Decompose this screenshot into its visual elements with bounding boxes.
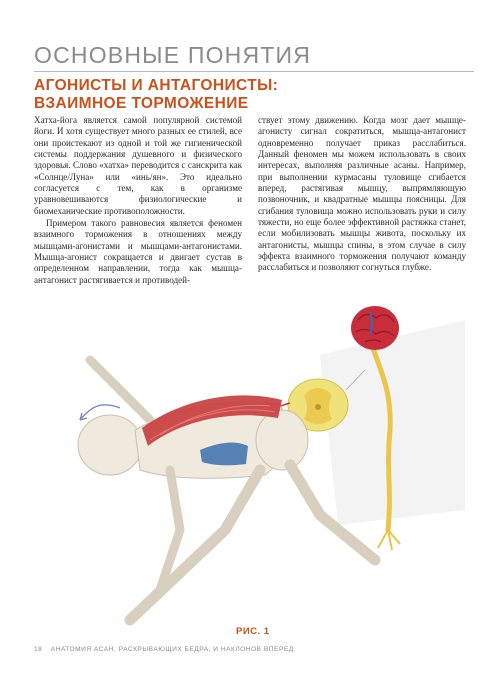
heading-divider — [34, 71, 474, 72]
page-number: 18 — [34, 646, 43, 653]
anatomy-illustration — [20, 300, 480, 645]
page-footer — [34, 646, 474, 653]
article-subtitle — [34, 77, 474, 113]
section-title: ОСНОВНЫЕ ПОНЯТИЯ — [34, 42, 312, 68]
left-text-column — [34, 115, 242, 286]
paragraph: Хатха-йога является самой популярной системой йоги. И хотя существует много разных ее стилей, все они проистекают из одной и той же гигиенической системы поддержания душевного и физического здоровья. Слово «хатха» переводится с санскрита как «Солнце/Луна» или «инь/ян». Это идеально согласуется с тем, как в организме уравновешиваются физиологические и биомеханические противоположности. — [34, 115, 242, 216]
paragraph: ствует этому движению. Когда мозг дает мышце-агонисту сигнал сократиться, мышца-антагонист одновременно получает приказ расслабиться. Данный феномен мы можем использовать в своих интересах, выполняя различные асаны. Например, при выполнении курмасаны туловище сгибается вперед, растягивая мышцу, выпрямляющую позвоночник, и квадратные мышцы поясницы. Для сгибания туловища можно использовать руки и силу тяжести, но еще более эффективной растяжка станет, если мобилизовать мышцы живота, поскольку их антагонисты, мышцы спины, в этом случае в силу эффекта взаимного торможения получают команду расслабиться и позволяют согнуться глубже. — [258, 115, 466, 273]
subtitle-line-2: ВЗАИМНОЕ ТОРМОЖЕНИЕ — [34, 95, 249, 112]
figure-caption: РИС. 1 — [236, 626, 270, 637]
brain-icon — [351, 306, 399, 350]
paragraph: Примером такого равновесия является феномен взаимного торможения в отношениях между мышцами-агонистами и мышцами-антагонистами. Мышца-агонист сокращается и двигает сустав в определенном направлении, тогда как мышца-антагонист растягивается и противодей- — [34, 218, 242, 285]
nerve-endings — [378, 530, 400, 550]
subtitle-line-1: АГОНИСТЫ И АНТАГОНИСТЫ: — [34, 77, 279, 94]
right-text-column — [258, 115, 466, 274]
running-title: АНАТОМИЯ АСАН, РАСКРЫВАЮЩИХ БЕДРА, И НАКЛОНОВ ВПЕРЕД — [50, 646, 294, 653]
